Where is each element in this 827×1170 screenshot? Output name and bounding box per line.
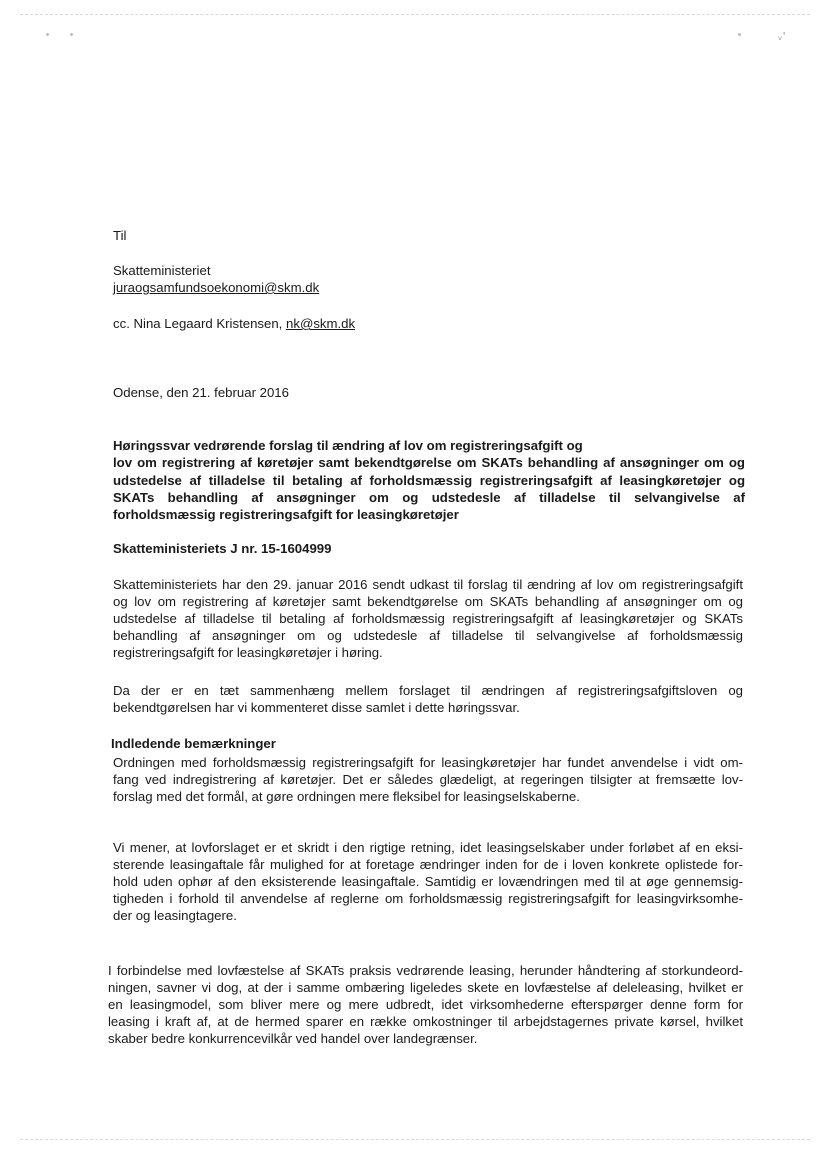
recipient-name: Skatteministeriet — [113, 263, 211, 278]
section-heading: Indledende bemærkninger — [111, 736, 276, 751]
subject-line: lov om registrering af køretøjer samt bekendtgørelse om SKATs behandling af ansøgninger om og — [113, 455, 745, 471]
paragraph-line: sterende leasingaftale får mulighed for at foretage ændringer inden for de i loven konkrete oplistede for- — [113, 857, 743, 873]
subject-heading — [113, 437, 745, 523]
subject-line: forholdsmæssig registreringsafgift for leasingkøretøjer — [113, 507, 459, 523]
paragraph-deleleasing — [108, 962, 743, 1047]
paragraph-line: der og leasingtagere. — [113, 908, 237, 924]
paragraph-line: Ordningen med forholdsmæssig registreringsafgift for leasingkøretøjer har fundet anvendelse i vidt om- — [113, 755, 743, 770]
paragraph-intro — [113, 576, 743, 661]
subject-line: udstedelse af tilladelse til betaling af forholdsmæssig registreringsafgift af leasingkøretøjer og — [113, 472, 745, 488]
paragraph-line: ningen, savner vi dog, at der i samme ombæring ligeledes skete en lovfæstelse af deleleasing, hvilket er — [108, 980, 743, 996]
paragraph-line: hold uden ophør af den eksisterende leasingaftale. Samtidig er lovændringen med til at øge gennemsig- — [113, 874, 743, 890]
to-label: Til — [113, 228, 127, 243]
paragraph-line: tigheden i forhold til anvendelse af reglerne om forholdsmæssig registreringsafgift for leasingvirksomhe- — [113, 891, 743, 907]
paragraph-line: fang ved indregistrering af køretøjer. Det er således glædeligt, at regeringen tilsigter at fremsætte lov- — [113, 772, 743, 788]
paragraph-line: skaber bedre konkurrencevilkår ved handel over landegrænser. — [108, 1031, 478, 1047]
paragraph-line: og lov om registrering af køretøjer samt bekendtgørelse om SKATs behandling af ansøgninger om og — [113, 594, 743, 610]
paragraph-line: udstedelse af tilladelse til betaling af forholdsmæssig registreringsafgift af leasingkøretøjer og SKATs — [113, 611, 743, 627]
date-line: Odense, den 21. februar 2016 — [113, 385, 289, 400]
scan-speck — [70, 33, 73, 36]
cc-recipient: cc. Nina Legaard Kristensen, — [113, 316, 283, 331]
paragraph-line: forslag med det formål, at gøre ordningen mere fleksibel for leasingselskaberne. — [113, 789, 580, 805]
cc-line — [113, 315, 355, 332]
cc-email-link[interactable]: nk@skm.dk — [286, 316, 356, 331]
recipient-email-link[interactable]: juraogsamfundsoekonomi@skm.dk — [113, 280, 320, 295]
paragraph-lovforslaget — [113, 839, 743, 924]
paragraph-line: en leasingmodel, som bliver mere og mere udbredt, idet virksomhederne efterspørger denne form for — [108, 997, 743, 1013]
paragraph-line: Vi mener, at lovforslaget er et skridt i den rigtige retning, idet leasingselskaber under forløbet af en eksi- — [113, 840, 743, 855]
paragraph-line: I forbindelse med lovfæstelse af SKATs praksis vedrørende leasing, herunder håndtering af storkundeord- — [108, 963, 743, 978]
paragraph-line: bekendtgørelsen har vi kommenteret disse samlet i dette høringssvar. — [113, 700, 520, 716]
paragraph-line: behandling af ansøgninger om og udstedesle af tilladelse til selvangivelse af forholdsmæssig — [113, 628, 743, 644]
subject-line: SKATs behandling af ansøgninger om og udstedesle af tilladelse til selvangivelse af — [113, 489, 745, 505]
paragraph-ordningen — [113, 754, 743, 805]
scan-edge-top — [20, 14, 810, 15]
journal-number: Skatteministeriets J nr. 15-1604999 — [113, 541, 332, 556]
scan-speck — [46, 33, 49, 36]
subject-line: Høringssvar vedrørende forslag til ændring af lov om registreringsafgift og — [113, 438, 583, 453]
paragraph-line: Skatteministeriets har den 29. januar 2016 sendt udkast til forslag til ændring af lov om registreringsafgift — [113, 577, 743, 592]
paragraph-line: leasing i kraft af, at de hermed sparer en række omkostninger til arbejdstagernes private kørsel, hvilket — [108, 1014, 743, 1030]
paragraph-line: Da der er en tæt sammenhæng mellem forslaget til ændringen af registreringsafgiftsloven og — [113, 683, 743, 698]
scan-speck — [738, 33, 741, 36]
scan-edge-bottom — [20, 1139, 810, 1140]
scan-scribble-mark: ᵥ' — [778, 30, 786, 43]
paragraph-relation — [113, 682, 743, 716]
paragraph-line: registreringsafgift for leasingkøretøjer i høring. — [113, 645, 383, 661]
